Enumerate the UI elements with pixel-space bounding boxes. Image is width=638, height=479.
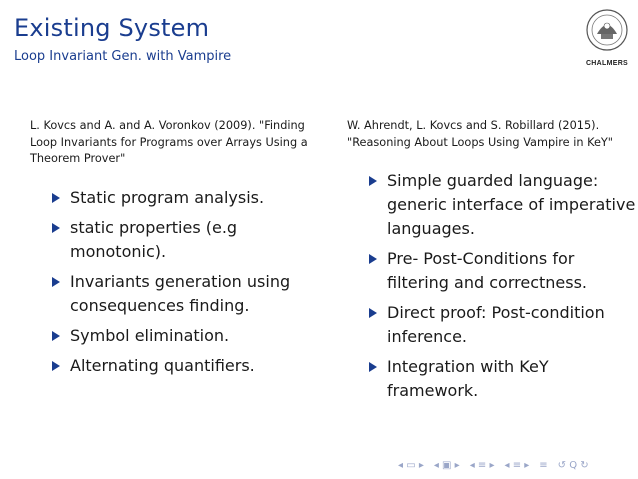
bullet-item	[347, 355, 637, 403]
chalmers-logo	[577, 8, 637, 72]
nav-frame-controls[interactable]: ◂ ▭ ▸	[398, 460, 424, 471]
triangle-bullet-icon	[369, 176, 377, 186]
bullet-item	[30, 324, 320, 348]
triangle-bullet-icon	[369, 362, 377, 372]
bullet-text: static properties (e.g monotonic).	[70, 217, 238, 261]
university-seal-icon	[585, 8, 629, 52]
bullet-text: Alternating quantifiers.	[70, 355, 255, 375]
triangle-bullet-icon	[52, 277, 60, 287]
left-reference: L. Kovcs and A. and A. Voronkov (2009). "Finding Loop Invariants for Programs over Arrays Using a Theorem Prover"	[30, 119, 308, 165]
triangle-bullet-icon	[52, 331, 60, 341]
right-reference: W. Ahrendt, L. Kovcs and S. Robillard (2015). "Reasoning About Loops Using Vampire in KeY"	[347, 119, 614, 149]
bullet-item	[30, 354, 320, 378]
beamer-navigation	[398, 460, 589, 471]
bullet-text: Simple guarded language: generic interface of imperative languages.	[387, 171, 636, 238]
bullet-item	[347, 301, 637, 349]
triangle-bullet-icon	[52, 223, 60, 233]
bullet-text: Symbol elimination.	[70, 325, 230, 345]
bullet-text: Pre- Post-Conditions for filtering and correctness.	[387, 249, 587, 292]
nav-search-controls[interactable]: ↺ Q ↻	[557, 460, 589, 471]
logo-text: CHALMERS	[585, 60, 629, 67]
bullet-item	[347, 169, 637, 241]
left-bullet-list	[30, 186, 320, 378]
right-column	[347, 118, 637, 409]
bullet-text: Integration with KeY framework.	[387, 357, 549, 400]
triangle-bullet-icon	[52, 193, 60, 203]
nav-toc-icon[interactable]: ≡	[539, 460, 548, 471]
bullet-text: Invariants generation using consequences finding.	[70, 271, 291, 315]
bullet-item	[30, 270, 320, 318]
bullet-item	[30, 186, 320, 210]
triangle-bullet-icon	[52, 361, 60, 371]
slide-title: Existing System	[14, 14, 210, 42]
nav-part-controls[interactable]: ◂ ≡ ▸	[504, 460, 530, 471]
triangle-bullet-icon	[369, 308, 377, 318]
nav-subsection-controls[interactable]: ◂ ▣ ▸	[433, 460, 460, 471]
bullet-text: Direct proof: Post-condition inference.	[387, 303, 605, 346]
slide-subtitle: Loop Invariant Gen. with Vampire	[14, 49, 232, 64]
left-column	[30, 118, 320, 384]
nav-section-controls[interactable]: ◂ ≡ ▸	[469, 460, 495, 471]
bullet-item	[30, 216, 320, 264]
right-bullet-list	[347, 169, 637, 403]
bullet-text: Static program analysis.	[70, 187, 265, 207]
bullet-item	[347, 247, 637, 295]
triangle-bullet-icon	[369, 254, 377, 264]
